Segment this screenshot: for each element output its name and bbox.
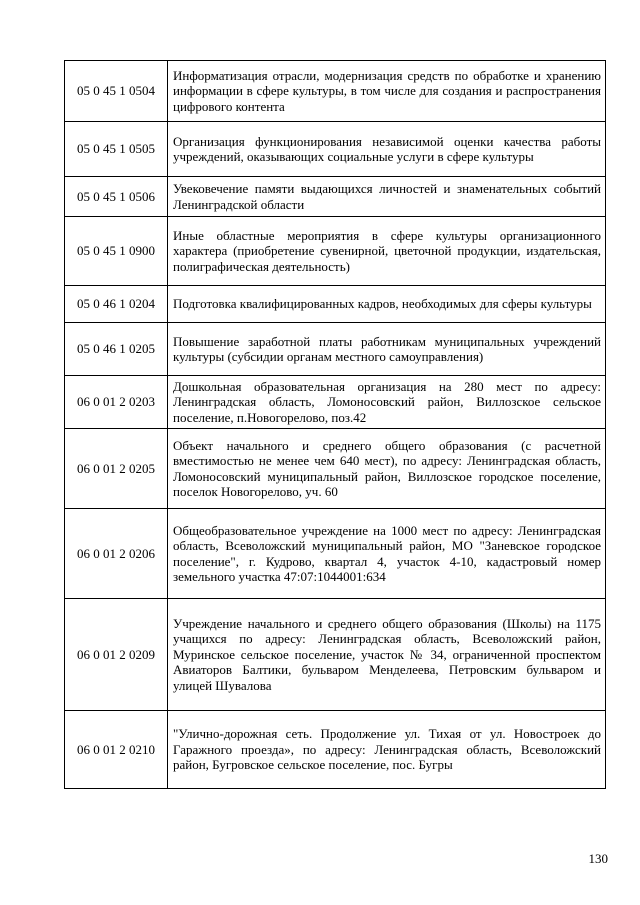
row-code: 06 0 01 2 0210 [65,711,168,789]
row-code: 06 0 01 2 0206 [65,509,168,599]
row-description: Учреждение начального и среднего общего образования (Школы) на 1175 учащихся по адресу: Ленинградская область, Всеволожский район, Муринское сельское поселение, участок № 34, ограниченной проспектом Авиаторов Балтики, бульваром Менделеева, Петровским бульваром и улицей Шувалова [168,599,606,711]
row-code: 06 0 01 2 0209 [65,599,168,711]
row-description: Повышение заработной платы работникам муниципальных учреждений культуры (субсидии органам местного самоуправления) [168,323,606,376]
table-row [65,711,606,789]
table-row [65,429,606,509]
row-description: Информатизация отрасли, модернизация средств по обработке и хранению информации в сфере культуры, в том числе для создания и распространения цифрового контента [168,61,606,122]
row-code: 05 0 46 1 0205 [65,323,168,376]
table-row [65,217,606,286]
table-row [65,323,606,376]
row-code: 05 0 45 1 0506 [65,177,168,217]
row-description: "Улично-дорожная сеть. Продолжение ул. Тихая от ул. Новостроек до Гаражного проезда», по адресу: Ленинградская область, Всеволожский район, Бугровское сельское поселение, пос. Бугры [168,711,606,789]
row-description: Дошкольная образовательная организация на 280 мест по адресу: Ленинградская область, Ломоносовский район, Виллозское сельское поселение, п.Новогорелово, поз.42 [168,376,606,429]
table-row [65,376,606,429]
table-row [65,599,606,711]
row-description: Подготовка квалифицированных кадров, необходимых для сферы культуры [168,286,606,323]
row-code: 06 0 01 2 0205 [65,429,168,509]
table-row [65,122,606,177]
row-description: Иные областные мероприятия в сфере культуры организационного характера (приобретение сувенирной, цветочной продукции, издательская, полиграфическая деятельность) [168,217,606,286]
row-description: Организация функционирования независимой оценки качества работы учреждений, оказывающих социальные услуги в сфере культуры [168,122,606,177]
row-description: Общеобразовательное учреждение на 1000 мест по адресу: Ленинградская область, Всеволожский муниципальный район, МО "Заневское городское поселение", г. Кудрово, квартал 4, участок 4-10, кадастровый номер земельного участка 47:07:1044001:634 [168,509,606,599]
row-code: 05 0 45 1 0504 [65,61,168,122]
table-row [65,509,606,599]
table-row [65,177,606,217]
table-row [65,61,606,122]
row-code: 05 0 45 1 0900 [65,217,168,286]
row-description: Увековечение памяти выдающихся личностей и знаменательных событий Ленинградской области [168,177,606,217]
row-code: 05 0 45 1 0505 [65,122,168,177]
row-description: Объект начального и среднего общего образования (с расчетной вместимостью не менее чем 640 мест), по адресу: Ленинградская область, Ломоносовский муниципальный район, Виллозское городское поселение, поселок Новогорелово, уч. 60 [168,429,606,509]
row-code: 05 0 46 1 0204 [65,286,168,323]
row-code: 06 0 01 2 0203 [65,376,168,429]
page-number: 130 [588,851,608,866]
budget-codes-table [64,60,606,789]
table-row [65,286,606,323]
